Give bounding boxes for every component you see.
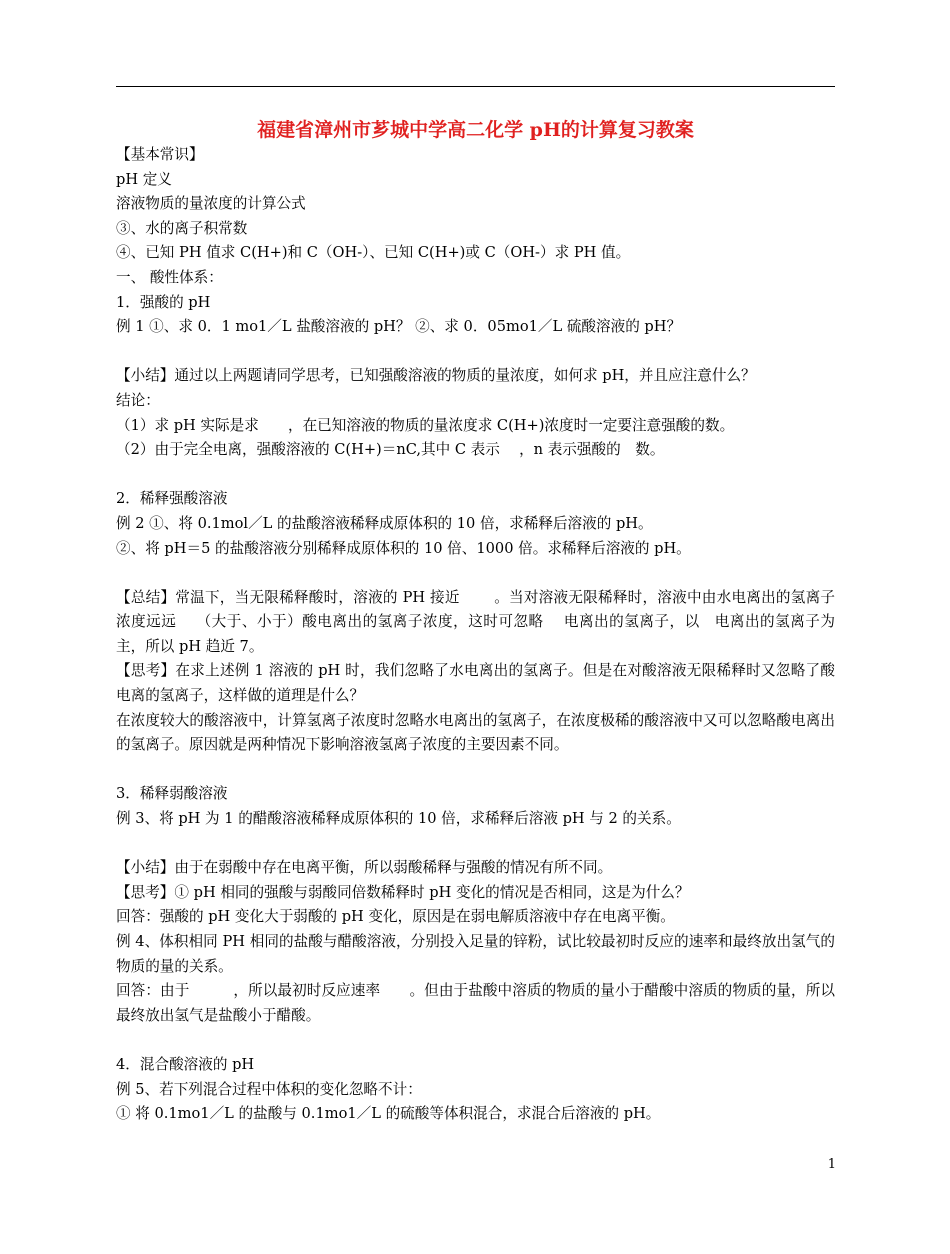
text-line: （2）由于完全电离，强酸溶液的 C(H+)＝nC,其中 C 表示 ，n 表示强酸的 数。 [116, 441, 665, 459]
text-line: ④、已知 PH 值求 C(H+)和 C（OH-）、已知 C(H+)或 C（OH-）求 PH 值。 [116, 244, 631, 262]
summary-paragraph: 【总结】常温下，当无限稀释酸时，溶液的 PH 接近 。当对溶液无限稀释时，溶液中由水电离出的氢离子浓度远远 （大于、小于）酸电离出的氢离子浓度，这时可忽略 电离出的氢离子，以 电离出的氢离子为主，所以 pH 趋近 7。 [116, 588, 835, 655]
example-line: ②、将 pH＝5 的盐酸溶液分别稀释成原体积的 10 倍、1000 倍。求稀释后溶液的 pH。 [116, 539, 691, 557]
blank-line [116, 561, 835, 586]
blank-line [116, 832, 835, 857]
example-line: 例 3、将 pH 为 1 的醋酸溶液稀释成原体积的 10 倍，求稀释后溶液 pH 与 2 的关系。 [116, 810, 681, 828]
example-line: 例 1 ①、求 0．1 mo1／L 盐酸溶液的 pH？ ②、求 0．05mo1／L 硫酸溶液的 pH？ [116, 318, 682, 336]
answer-paragraph: 回答：由于 ，所以最初时反应速率 。但由于盐酸中溶质的物质的量小于醋酸中溶质的物质的量，所以最终放出氢气是盐酸小于醋酸。 [116, 982, 835, 1024]
example-paragraph: 例 4、体积相同 PH 相同的盐酸与醋酸溶液，分别投入足量的锌粉，试比较最初时反应的速率和最终放出氢气的物质的量的关系。 [116, 933, 835, 975]
header-rule [116, 86, 835, 87]
example-line: 例 5、若下列混合过程中体积的变化忽略不计： [116, 1080, 422, 1098]
example-line: 例 2 ①、将 0.1mol／L 的盐酸溶液稀释成原体积的 10 倍，求稀释后溶液的 pH。 [116, 514, 653, 532]
text-line: 溶液物质的量浓度的计算公式 [116, 195, 306, 213]
text-line: 结论： [116, 391, 160, 409]
section-heading: 一、 酸性体系： [116, 268, 223, 286]
page-number: 1 [827, 1157, 836, 1172]
subsection-heading: 1．强酸的 pH [116, 293, 211, 311]
text-line: pH 定义 [116, 170, 172, 188]
document-body [116, 143, 835, 1127]
section-heading: 【基本常识】 [116, 146, 204, 163]
answer-paragraph: 在浓度较大的酸溶液中，计算氢离子浓度时忽略水电离出的氢离子，在浓度极稀的酸溶液中又可以忽略酸电离出的氢离子。原因就是两种情况下影响溶液氢离子浓度的主要因素不同。 [116, 711, 835, 754]
document-title: 福建省漳州市芗城中学高二化学 pH的计算复习教案 [257, 119, 694, 141]
think-paragraph: 【思考】在求上述例 1 溶液的 pH 时，我们忽略了水电离出的氢离子。但是在对酸溶液无限稀释时又忽略了酸电离的氢离子，这样做的道理是什么？ [116, 662, 835, 705]
blank-line [116, 1028, 835, 1053]
blank-line [116, 463, 835, 488]
text-line: （1）求 pH 实际是求 ，在已知溶液的物质的量浓度求 C(H+)浓度时一定要注意强酸的数。 [116, 416, 735, 434]
subsection-heading: 3．稀释弱酸溶液 [116, 785, 228, 803]
subsection-heading: 2．稀释强酸溶液 [116, 490, 228, 508]
think-line: 【思考】① pH 相同的强酸与弱酸同倍数稀释时 pH 变化的情况是否相同，这是为什么？ [116, 883, 690, 901]
blank-line [116, 340, 835, 365]
blank-line [116, 758, 835, 783]
example-line: ① 将 0.1mo1／L 的盐酸与 0.1mo1／L 的硫酸等体积混合，求混合后溶液的 pH。 [116, 1105, 661, 1123]
text-line: ③、水的离子积常数 [116, 219, 248, 237]
subsection-heading: 4．混合酸溶液的 pH [116, 1055, 255, 1073]
answer-line: 回答：强酸的 pH 变化大于弱酸的 pH 变化，原因是在弱电解质溶液中存在电离平衡。 [116, 908, 675, 926]
summary-line: 【小结】通过以上两题请同学思考，已知强酸溶液的物质的量浓度，如何求 pH，并且应注意什么？ [116, 367, 756, 385]
summary-line: 【小结】由于在弱酸中存在电离平衡，所以弱酸稀释与强酸的情况有所不同。 [116, 859, 613, 877]
